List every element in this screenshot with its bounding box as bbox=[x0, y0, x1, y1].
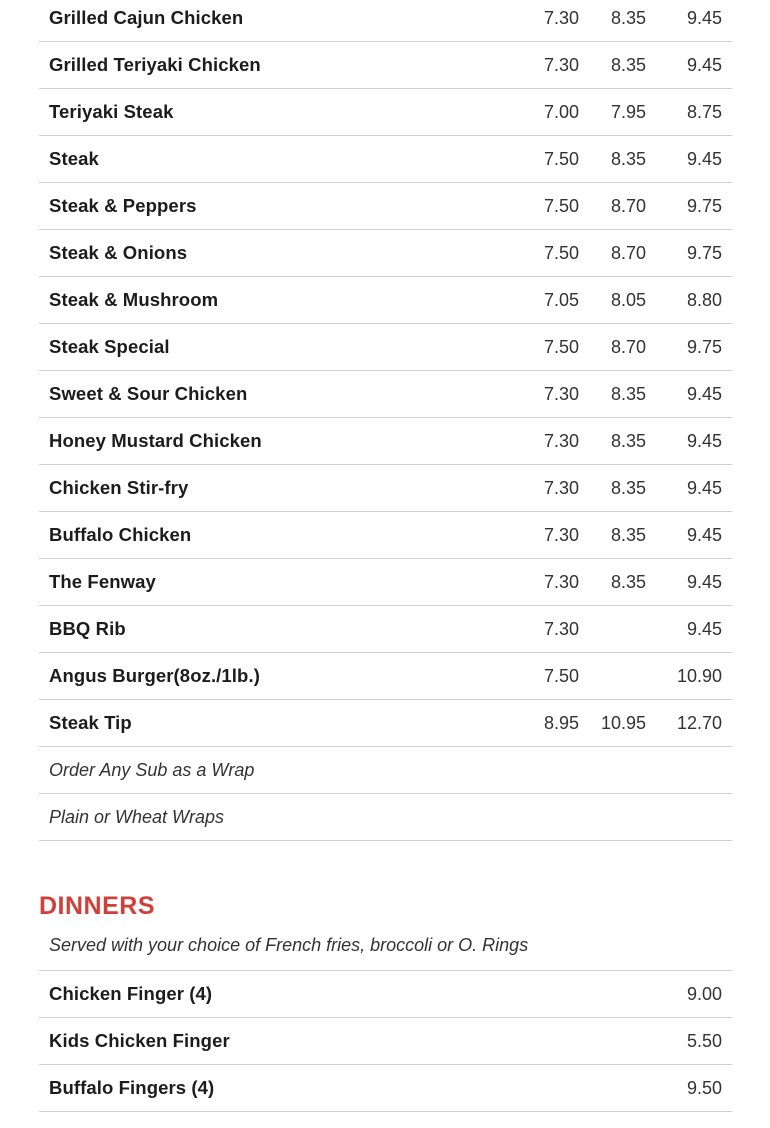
dinner-rows bbox=[39, 971, 732, 1112]
menu-row bbox=[39, 559, 732, 606]
price-size-1: 7.30 bbox=[543, 7, 579, 28]
item-name: Steak & Peppers bbox=[49, 195, 197, 216]
menu-row bbox=[39, 277, 732, 324]
price-size-1: 7.00 bbox=[543, 101, 579, 122]
price-size-3: 9.75 bbox=[686, 336, 722, 357]
price-size-3: 9.45 bbox=[686, 54, 722, 75]
dinner-item-name: Kids Chicken Finger bbox=[49, 1030, 230, 1051]
price-size-1: 7.50 bbox=[543, 242, 579, 263]
price-size-2: 8.35 bbox=[610, 383, 646, 404]
item-name: Grilled Cajun Chicken bbox=[49, 7, 244, 28]
price-size-3: 9.45 bbox=[686, 148, 722, 169]
price-size-2: 8.35 bbox=[610, 7, 646, 28]
wrap-note: Plain or Wheat Wraps bbox=[49, 806, 225, 827]
price-size-1: 7.50 bbox=[543, 148, 579, 169]
price-size-2: 8.35 bbox=[610, 430, 646, 451]
price-size-1: 7.30 bbox=[543, 430, 579, 451]
price-size-1: 7.50 bbox=[543, 336, 579, 357]
menu-row bbox=[39, 324, 732, 371]
dinners-note: Served with your choice of French fries, broccoli or O. Rings bbox=[49, 935, 529, 955]
menu-row bbox=[39, 230, 732, 277]
price-size-1: 7.30 bbox=[543, 524, 579, 545]
price-size-2: 8.35 bbox=[610, 571, 646, 592]
item-name: Steak & Mushroom bbox=[49, 289, 219, 310]
price-size-1: 7.30 bbox=[543, 477, 579, 498]
price-size-3: 9.45 bbox=[686, 383, 722, 404]
item-name: The Fenway bbox=[49, 571, 156, 592]
dinner-row bbox=[39, 1065, 732, 1112]
price-size-1: 7.50 bbox=[543, 665, 579, 686]
menu-row bbox=[39, 653, 732, 700]
dinner-item-name: Chicken Finger (4) bbox=[49, 983, 213, 1004]
menu-row bbox=[39, 700, 732, 747]
price-size-3: 10.90 bbox=[676, 665, 722, 686]
menu-row bbox=[39, 0, 732, 42]
price-size-3: 9.45 bbox=[686, 571, 722, 592]
item-name: Steak bbox=[49, 148, 99, 169]
price-size-2: 8.35 bbox=[610, 54, 646, 75]
menu-row bbox=[39, 42, 732, 89]
menu-row bbox=[39, 512, 732, 559]
price-size-3: 9.45 bbox=[686, 524, 722, 545]
item-name: Honey Mustard Chicken bbox=[49, 430, 262, 451]
price-size-3: 9.45 bbox=[686, 477, 722, 498]
dinner-price: 9.00 bbox=[686, 983, 722, 1004]
item-name: Buffalo Chicken bbox=[49, 524, 192, 545]
dinners-menu-table bbox=[39, 970, 732, 1112]
price-size-3: 9.45 bbox=[686, 618, 722, 639]
price-size-2: 10.95 bbox=[600, 712, 646, 733]
price-size-3: 9.45 bbox=[686, 430, 722, 451]
subs-menu-table bbox=[39, 0, 732, 841]
dinner-item-name: Buffalo Fingers (4) bbox=[49, 1077, 215, 1098]
price-size-1: 7.30 bbox=[543, 383, 579, 404]
note-row bbox=[39, 747, 732, 794]
menu-row bbox=[39, 89, 732, 136]
price-size-2: 8.35 bbox=[610, 148, 646, 169]
note-row bbox=[39, 794, 732, 841]
dinner-price: 9.50 bbox=[686, 1077, 722, 1098]
item-name: Steak Tip bbox=[49, 712, 132, 733]
menu-row bbox=[39, 371, 732, 418]
price-size-1: 8.95 bbox=[543, 712, 579, 733]
item-name: Steak Special bbox=[49, 336, 170, 357]
item-name: BBQ Rib bbox=[49, 618, 126, 639]
price-size-3: 8.75 bbox=[686, 101, 722, 122]
item-name: Chicken Stir-fry bbox=[49, 477, 189, 498]
item-name: Teriyaki Steak bbox=[49, 101, 174, 122]
menu-row bbox=[39, 465, 732, 512]
price-size-1: 7.05 bbox=[543, 289, 579, 310]
menu-row bbox=[39, 183, 732, 230]
subs-notes bbox=[39, 747, 732, 841]
menu-row bbox=[39, 606, 732, 653]
price-size-2: 8.35 bbox=[610, 524, 646, 545]
price-size-1: 7.30 bbox=[543, 571, 579, 592]
price-size-3: 8.80 bbox=[686, 289, 722, 310]
price-size-2: 8.35 bbox=[610, 477, 646, 498]
price-size-2: 8.70 bbox=[610, 242, 646, 263]
dinner-row bbox=[39, 1018, 732, 1065]
wrap-note: Order Any Sub as a Wrap bbox=[49, 759, 255, 780]
price-size-2: 8.70 bbox=[610, 195, 646, 216]
price-size-2: 7.95 bbox=[610, 101, 646, 122]
menu-row bbox=[39, 418, 732, 465]
item-name: Sweet & Sour Chicken bbox=[49, 383, 248, 404]
price-size-3: 12.70 bbox=[676, 712, 722, 733]
dinner-row bbox=[39, 971, 732, 1018]
item-name: Grilled Teriyaki Chicken bbox=[49, 54, 261, 75]
price-size-3: 9.75 bbox=[686, 242, 722, 263]
price-size-3: 9.45 bbox=[686, 7, 722, 28]
price-size-1: 7.50 bbox=[543, 195, 579, 216]
dinner-price: 5.50 bbox=[686, 1030, 722, 1051]
item-name: Angus Burger(8oz./1lb.) bbox=[49, 665, 260, 686]
dinners-section-title: DINNERS bbox=[39, 892, 156, 920]
price-size-2: 8.05 bbox=[610, 289, 646, 310]
menu-row bbox=[39, 136, 732, 183]
price-size-3: 9.75 bbox=[686, 195, 722, 216]
price-size-2: 8.70 bbox=[610, 336, 646, 357]
item-name: Steak & Onions bbox=[49, 242, 188, 263]
subs-rows bbox=[39, 0, 732, 747]
price-size-1: 7.30 bbox=[543, 54, 579, 75]
price-size-1: 7.30 bbox=[543, 618, 579, 639]
